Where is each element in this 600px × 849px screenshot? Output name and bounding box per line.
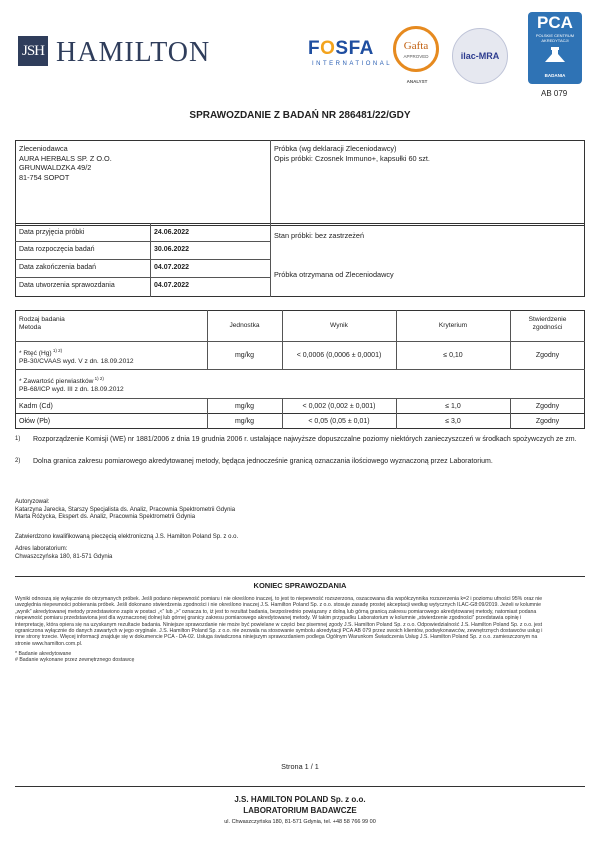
mercury-compliance: Zgodny — [535, 352, 560, 359]
seal-statement: Zatwierdzono kwalifikowaną pieczęcią elektroniczną J.S. Hamilton Poland Sp. z o.o. — [15, 534, 239, 540]
fosfa-subtitle: INTERNATIONAL — [312, 61, 393, 67]
pca-title: PCA — [537, 13, 573, 32]
date-label-created: Data utworzenia sprawozdania — [19, 282, 115, 289]
report-title: SPRAWOZDANIE Z BADAŃ NR 286481/22/GDY — [189, 110, 411, 121]
mercury-criterion: ≤ 0,10 — [443, 352, 463, 359]
date-value-start: 30.06.2022 — [154, 246, 190, 253]
client-section — [19, 144, 112, 182]
sample-state: Stan próbki: bez zastrzeżeń — [274, 231, 365, 240]
company-logo: HAMILTON — [56, 37, 211, 68]
pca-subtitle: POLSKIE CENTRUM AKREDYTACJI — [535, 33, 575, 43]
accreditation-code: AB 079 — [541, 89, 568, 98]
date-label-received: Data przyjęcia próbki — [19, 229, 85, 236]
authorization — [15, 499, 235, 522]
footnote-num: 2) — [15, 458, 21, 464]
footnote-2 — [15, 457, 585, 466]
lead-name: Ołów (Pb) — [19, 418, 51, 425]
fosfa-logo: FOSFA — [308, 38, 374, 59]
gafta-subtitle: APPROVED — [403, 54, 429, 59]
lead-compliance: Zgodny — [535, 418, 560, 425]
sample-section — [274, 144, 430, 163]
lab-address-value: Chwaszczyńska 180, 81-571 Gdynia — [15, 553, 113, 560]
footnote-1 — [15, 435, 585, 444]
cadmium-criterion: ≤ 1,0 — [445, 403, 461, 410]
mercury-unit: mg/kg — [234, 352, 255, 359]
header-unit: Jednostka — [229, 322, 260, 329]
footnote-text: Dolna granica zakresu pomiarowego akredytowanej metody, będąca jednocześnie granicą oznaczania ilościowego wyznaczoną przez Laboratorium. — [33, 458, 493, 465]
lead-result: < 0,05 (0,05 ± 0,01) — [308, 418, 370, 425]
footer-address: ul. Chwaszczyńska 180, 81-571 Gdynia, tel. +48 58 766 99 00 — [224, 819, 376, 825]
test-footnote-ref: 1) 2) — [51, 348, 63, 353]
header-type-method — [19, 316, 65, 332]
cadmium-unit: mg/kg — [234, 403, 255, 410]
authorization-label: Autoryzował: — [15, 499, 50, 505]
mercury-result: < 0,0006 (0,0006 ± 0,0001) — [296, 352, 382, 359]
table-row-mercury — [19, 347, 134, 366]
date-value-received: 24.06.2022 — [154, 229, 190, 236]
table-row-elements-group — [19, 375, 124, 394]
lead-unit: mg/kg — [234, 418, 255, 425]
lab-address-label: Adres laboratorium: — [15, 546, 68, 552]
footer-lab: LABORATORIUM BADAWCZE — [243, 806, 357, 815]
sample-received: Próbka otrzymana od Zleceniodawcy — [274, 270, 394, 279]
header-result: Wynik — [330, 322, 348, 329]
authorizer-1: Katarzyna Jarecka, Starszy Specjalista ds. Analiz, Pracownia Spektrometrii Gdynia — [15, 506, 236, 513]
footnote-num: 1) — [15, 436, 21, 442]
group-method: PB-68/ICP wyd. III z dn. 18.09.2012 — [19, 386, 124, 394]
header-method: Metoda — [19, 324, 41, 331]
date-value-end: 04.07.2022 — [154, 264, 190, 271]
group-footnote-ref: 1) 2) — [93, 376, 104, 381]
test-method: PB-30/CVAAS wyd. V z dn. 18.09.2012 — [19, 358, 134, 366]
date-label-end: Data zakończenia badań — [19, 264, 97, 271]
legend-external: # Badanie wykonane przez zewnętrznego dostawcę — [15, 657, 135, 664]
footer-company: J.S. HAMILTON POLAND Sp. z o.o. — [234, 795, 366, 804]
pca-badania: BADANIA — [544, 73, 566, 78]
end-title: KONIEC SPRAWOZDANIA — [253, 581, 347, 590]
client-street: GRUNWALDZKA 49/2 — [19, 163, 92, 172]
gafta-analyst: ANALYST — [406, 79, 428, 84]
sample-description: Opis próbki: Czosnek Immuno+, kapsułki 60 szt. — [274, 153, 430, 163]
legend — [15, 651, 134, 664]
page-number: Strona 1 / 1 — [281, 762, 319, 771]
lead-criterion: ≤ 3,0 — [445, 418, 461, 425]
logo-mark: JSH — [18, 36, 48, 66]
group-name: * Zawartość pierwiastków — [19, 378, 94, 386]
cadmium-name: Kadm (Cd) — [19, 403, 53, 410]
footnote-text: Rozporządzenie Komisji (WE) nr 1881/2006 z dnia 19 grudnia 2006 r. ustalające najwyższe dopuszczalne poziomy niektórych zanieczyszczeń w środkach spożywczych ze zm. — [33, 436, 577, 443]
client-city: 81-754 SOPOT — [19, 172, 70, 182]
ilac-mra-text: ilac-MRA — [460, 51, 500, 61]
client-label: Zleceniodawca — [19, 144, 68, 153]
gafta-title: Gafta — [403, 40, 429, 52]
legend-accredited: * Badanie akredytowane — [15, 651, 72, 657]
header-criterion: Kryterium — [438, 322, 468, 329]
cadmium-compliance: Zgodny — [535, 403, 560, 410]
sample-label: Próbka (wg deklaracji Zleceniodawcy) — [274, 144, 397, 153]
disclaimer: Wyniki odnoszą się wyłącznie do otrzymanych próbek. Jeśli podano niepewność pomiaru i nie określono inaczej, to jest to niepewność rozszerzona, oszacowana dla współczynnika rozszerzenia k=2 i poziomu ufności 95% oraz nie uwzględnia niepewności pobierania próbek. Jeśli dokonano stwierdzenia zgodności i nie określono inaczej J.S. Hamilton Poland Sp. z o.o. stosuje zasadę prostej akceptacji według wytycznych ILAC-G8:09/2019. Jeżeli w kolumnie „wynik” akredytowanej metody przedstawiono zapis w postaci „<” lub „>” oznacza to, iż jest to rezultat badania, bezpośrednio powiązany z dolną lub górną granicą zakresu pomiarowego akredytowanej metody, natomiast podana niepewność pomiaru przedstawiona jest dla wyznaczonej dolnej lub górnej granicy zakresu pomiarowego akredytowanej metody. W takim przypadku Laboratorium w kolumnie „stwierdzenie zgodności” przedstawia opinię i interpretację, która opiera się na uzyskanym rezultacie badania. Niniejsze sprawozdanie nie może być powielane w części bez pisemnej zgody J.S. Hamilton Poland Sp. z o.o. Odpowiedzialność J.S. Hamilton Poland Sp. z o.o. jest ograniczona wyłącznie do danych zawartych w jego oryginale. J.S. Hamilton Poland Sp. z o.o. nie zezwala na stosowanie symbolu akredytacji PCA AB 079 przez swoich klientów, podwykonawców, zewnętrznych dostawców usług i inne strony trzecie. Więcej informacji znajduje się w dokumencie PCA - DA-02. Usługa świadczona niniejszym sprawozdaniem podlega Ogólnym Warunkom Świadczenia Usług J.S. Hamilton Poland Sp. z o.o. zamieszczonym na stronie www.hamilton.com.pl. — [15, 596, 543, 647]
cadmium-result: < 0,002 (0,002 ± 0,001) — [302, 403, 376, 410]
header-compliance: Stwierdzenie zgodności — [528, 316, 567, 331]
flask-icon — [542, 46, 568, 64]
client-name: AURA HERBALS SP. Z O.O. — [19, 153, 112, 163]
test-name: * Rtęć (Hg) — [19, 350, 52, 358]
date-value-created: 04.07.2022 — [154, 282, 190, 289]
authorizer-2: Marta Różycka, Ekspert ds. Analiz, Pracownia Spektrometrii Gdynia — [15, 514, 196, 521]
header-type: Rodzaj badania — [19, 316, 65, 323]
lab-address — [15, 546, 112, 561]
date-label-start: Data rozpoczęcia badań — [19, 246, 95, 253]
